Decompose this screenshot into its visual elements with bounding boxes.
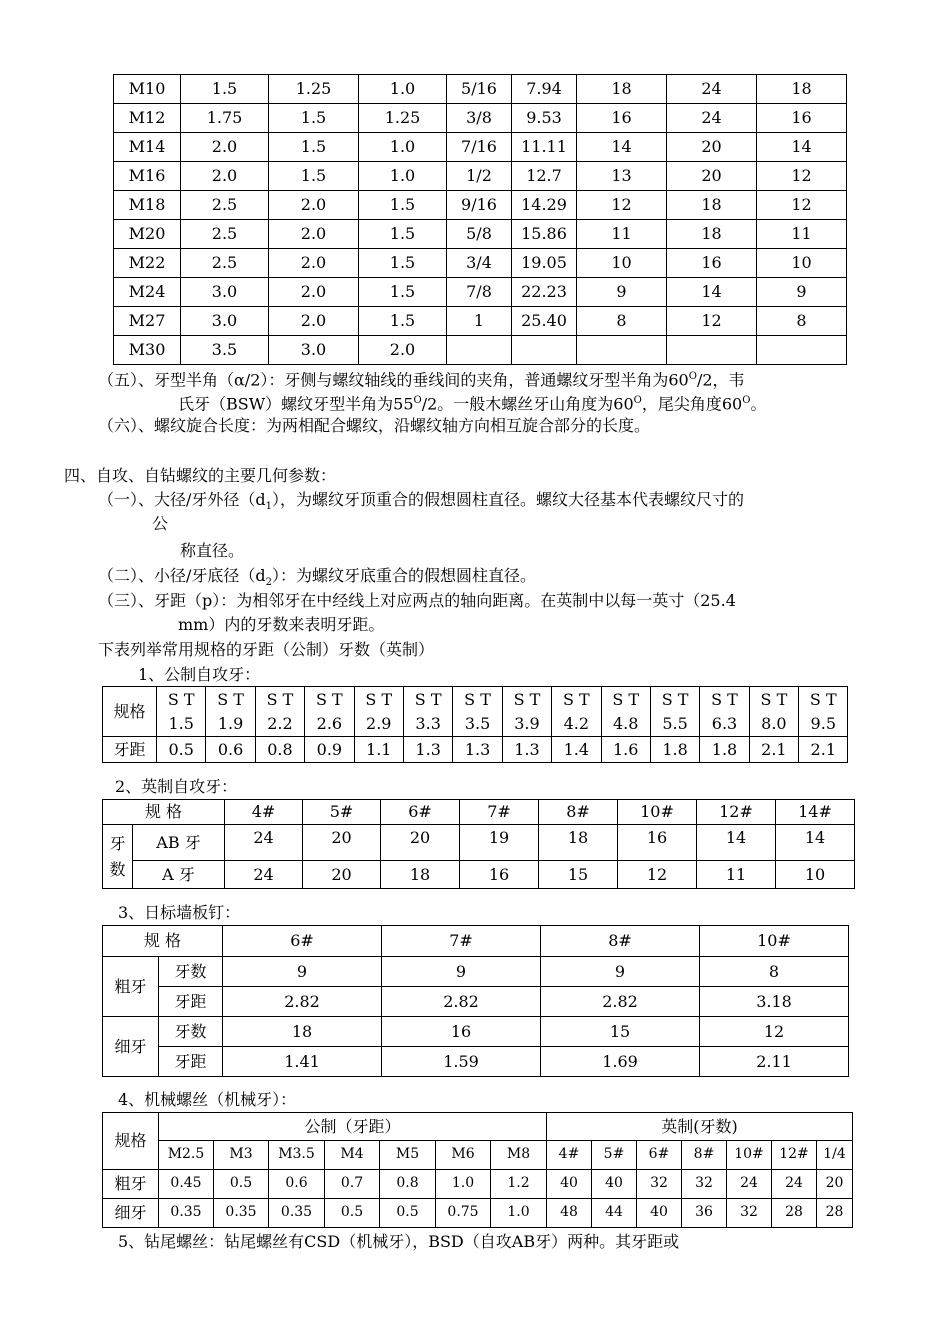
pitch-cell: 1.3 [502, 737, 551, 763]
table-cell: 9 [577, 278, 667, 307]
spec-size: 3.3 [415, 713, 441, 733]
count-label: 牙数 [159, 1017, 223, 1047]
pitch-cell: 1.6 [601, 737, 650, 763]
imperial-size-header: 1/4 [817, 1141, 853, 1170]
table-cell: 2.0 [269, 220, 359, 249]
table-cell: 12.7 [512, 162, 577, 191]
size-header: 8# [541, 926, 700, 957]
table-cell: 2.0 [181, 133, 269, 162]
table-cell: M20 [114, 220, 181, 249]
paragraph-minor-diameter: （二）、小径/牙底径$(d_2)$：为螺纹牙底重合的假想圆柱直径。 [98, 566, 537, 589]
coarse-value-cell: 1.2 [491, 1170, 547, 1199]
metric-size-header: M2.5 [159, 1141, 214, 1170]
spec-size: 3.9 [514, 713, 540, 733]
a-count-cell: 24 [225, 861, 303, 889]
table-cell: M18 [114, 191, 181, 220]
coarse-value-cell: 0.45 [159, 1170, 214, 1199]
imperial-self-tapping-table [102, 799, 855, 889]
imperial-size-header: 10# [727, 1141, 772, 1170]
value-cell: 9 [541, 957, 700, 987]
spec-prefix: S T [760, 689, 788, 709]
spec-size: 8.0 [761, 713, 787, 733]
spec-cell [354, 687, 403, 737]
spec-prefix: S T [711, 689, 738, 709]
coarse-value-cell: 40 [547, 1170, 592, 1199]
table-cell: 1.5 [359, 249, 447, 278]
spec-cell [799, 687, 848, 737]
paragraph-pitch: （三）、牙距（p）：为相邻牙在中经线上对应两点的轴向距离。在英制中以每一英寸（25.4 [98, 591, 736, 610]
a-count-cell: 10 [776, 861, 855, 889]
fine-value-cell: 0.35 [269, 1199, 325, 1228]
table-cell: 2.0 [359, 336, 447, 365]
table-cell: 5/8 [447, 220, 512, 249]
table-cell: 10 [577, 249, 667, 278]
thread-spec-table [113, 74, 847, 365]
size-header: 10# [700, 926, 849, 957]
pitch-cell: 1.3 [453, 737, 502, 763]
value-cell: 2.82 [382, 987, 541, 1017]
spec-prefix: S T [612, 689, 640, 709]
pitch-label: 牙距 [159, 987, 223, 1017]
fine-value-cell: 44 [592, 1199, 637, 1228]
spec-size: 9.5 [810, 713, 836, 733]
table-cell: 16 [757, 104, 847, 133]
table-cell: 2.0 [269, 278, 359, 307]
table-cell: 12 [667, 307, 757, 336]
table-cell: 1.75 [181, 104, 269, 133]
pitch-cell: 2.1 [799, 737, 848, 763]
table-cell: 1.5 [269, 162, 359, 191]
fine-value-cell: 28 [772, 1199, 817, 1228]
spec-prefix: S T [809, 689, 837, 709]
table-cell: 2.0 [269, 191, 359, 220]
table-cell: 1.25 [359, 104, 447, 133]
table-cell: 25.40 [512, 307, 577, 336]
fine-value-cell: 0.35 [214, 1199, 269, 1228]
heading-imperial-self-tapping: 2、英制自攻牙： [115, 777, 238, 796]
table-cell: 13 [577, 162, 667, 191]
spec-cell [157, 687, 206, 737]
size-header: 6# [381, 800, 460, 825]
fine-value-cell: 36 [682, 1199, 727, 1228]
metric-size-header: M5 [380, 1141, 436, 1170]
table-cell: 1.5 [269, 133, 359, 162]
paragraph-major-diameter: （一）、大径/牙外径$(d_1)$，为螺纹牙顶重合的假想圆柱直径。螺纹大径基本代表螺纹尺寸的 [98, 490, 745, 513]
paragraph-thread-half-angle: （五）、牙型半角（α/2）：牙侧与螺纹轴线的垂线间的夹角，普通螺纹牙型半角为$60^O/2$，韦 [98, 370, 745, 390]
spec-cell [453, 687, 502, 737]
spec-cell [502, 687, 551, 737]
metric-size-header: M3.5 [269, 1141, 325, 1170]
table-cell [667, 336, 757, 365]
spec-prefix: S T [513, 689, 541, 709]
table-cell: 2.0 [269, 307, 359, 336]
coarse-value-cell: 1.0 [436, 1170, 491, 1199]
value-cell: 12 [700, 1017, 849, 1047]
size-header: 6# [223, 926, 382, 957]
metric-group-label: 公制（牙距） [159, 1113, 547, 1141]
spec-label: 规格 [103, 1113, 159, 1170]
size-header: 4# [225, 800, 303, 825]
ab-count-cell: 20 [303, 825, 381, 861]
spec-prefix: S T [365, 689, 393, 709]
spec-size: 4.8 [612, 713, 639, 733]
size-header: 8# [539, 800, 618, 825]
table-cell: 9/16 [447, 191, 512, 220]
table-cell: 1.5 [181, 75, 269, 104]
table-row [114, 220, 847, 249]
heading-drilling-screw: 5、钻尾螺丝：钻尾螺丝有CSD（机械牙），BSD（自攻AB牙）两种。其牙距或 [118, 1232, 680, 1251]
table-cell: 20 [667, 133, 757, 162]
table-row [114, 278, 847, 307]
a-count-cell: 20 [303, 861, 381, 889]
table-cell: 3.5 [181, 336, 269, 365]
imperial-group-label: 英制(牙数) [547, 1113, 853, 1141]
table-cell: 10 [757, 249, 847, 278]
table-cell: 14 [667, 278, 757, 307]
metric-self-tapping-table [102, 686, 848, 763]
table-cell: 20 [667, 162, 757, 191]
table-row [114, 249, 847, 278]
table-cell: 14 [577, 133, 667, 162]
table-cell: 1.5 [359, 278, 447, 307]
coarse-value-cell: 0.8 [380, 1170, 436, 1199]
coarse-value-cell: 0.6 [269, 1170, 325, 1199]
table-cell: 11 [577, 220, 667, 249]
table-cell: 1.25 [269, 75, 359, 104]
table-cell: 1 [447, 307, 512, 336]
pitch-cell: 0.9 [305, 737, 354, 763]
spec-size: 2.6 [316, 713, 343, 733]
spec-prefix: S T [266, 689, 294, 709]
table-cell: M12 [114, 104, 181, 133]
spec-cell [255, 687, 304, 737]
pitch-cell: 2.1 [749, 737, 798, 763]
table-cell [512, 336, 577, 365]
fine-value-cell: 0.5 [325, 1199, 380, 1228]
table-cell: 3/4 [447, 249, 512, 278]
table-row [114, 75, 847, 104]
table-cell: 16 [667, 249, 757, 278]
list-intro: 下表列举常用规格的牙距（公制）牙数（英制） [98, 640, 435, 659]
a-count-cell: 15 [539, 861, 618, 889]
table-cell: 7/16 [447, 133, 512, 162]
paragraph-engagement-length: （六）、螺纹旋合长度：为两相配合螺纹，沿螺纹轴方向相互旋合部分的长度。 [98, 416, 651, 435]
pitch-cell: 1.4 [552, 737, 601, 763]
metric-size-header: M8 [491, 1141, 547, 1170]
pitch-label: 牙距 [159, 1047, 223, 1077]
spec-size: 4.2 [563, 713, 590, 733]
table-row [114, 336, 847, 365]
spec-size: 6.3 [711, 713, 738, 733]
paragraph-major-diameter-cont: 称直径。 [180, 541, 245, 560]
table-cell: 2.0 [269, 249, 359, 278]
coarse-value-cell: 24 [772, 1170, 817, 1199]
ab-count-cell: 14 [776, 825, 855, 861]
table-cell: 5/16 [447, 75, 512, 104]
table-cell [757, 336, 847, 365]
table-cell: 3.0 [269, 336, 359, 365]
ab-count-cell: 18 [539, 825, 618, 861]
heading-metric-self-tapping: 1、公制自攻牙： [138, 665, 261, 684]
fine-value-cell: 48 [547, 1199, 592, 1228]
spec-prefix: S T [217, 689, 244, 709]
value-cell: 2.82 [223, 987, 382, 1017]
table-row [114, 191, 847, 220]
table-cell: 1.5 [359, 307, 447, 336]
size-header: 5# [303, 800, 381, 825]
coarse-value-cell: 0.7 [325, 1170, 380, 1199]
table-cell: M30 [114, 336, 181, 365]
table-cell: 24 [667, 75, 757, 104]
spec-label: 规 格 [103, 800, 225, 825]
table-cell: 1.5 [359, 220, 447, 249]
spec-size: 3.5 [464, 713, 491, 733]
table-cell: 16 [577, 104, 667, 133]
size-header: 7# [460, 800, 539, 825]
table-cell: 24 [667, 104, 757, 133]
a-count-cell: 11 [697, 861, 776, 889]
table-cell: 15.86 [512, 220, 577, 249]
pitch-cell: 0.8 [255, 737, 304, 763]
coarse-value-cell: 32 [682, 1170, 727, 1199]
table-cell: 2.5 [181, 220, 269, 249]
imperial-size-header: 5# [592, 1141, 637, 1170]
coarse-value-cell: 24 [727, 1170, 772, 1199]
metric-size-header: M6 [436, 1141, 491, 1170]
table-cell: 1.0 [359, 75, 447, 104]
spec-cell [206, 687, 255, 737]
table-cell: 2.5 [181, 249, 269, 278]
table-cell: 7.94 [512, 75, 577, 104]
ab-count-cell: 20 [381, 825, 460, 861]
value-cell: 9 [382, 957, 541, 987]
table-cell: M22 [114, 249, 181, 278]
table-row [114, 133, 847, 162]
coarse-label: 粗牙 [103, 1170, 159, 1199]
spec-prefix: S T [414, 689, 442, 709]
fine-label: 细牙 [103, 1017, 159, 1077]
spec-cell [700, 687, 749, 737]
section-heading-self-tapping: 四、自攻、自钻螺纹的主要几何参数： [64, 466, 337, 485]
table-cell [577, 336, 667, 365]
size-header: 10# [618, 800, 697, 825]
value-cell: 1.59 [382, 1047, 541, 1077]
table-cell: 9 [757, 278, 847, 307]
spec-prefix: S T [464, 689, 491, 709]
fine-value-cell: 1.0 [491, 1199, 547, 1228]
heading-drywall-screw: 3、日标墙板钉： [118, 903, 241, 922]
coarse-value-cell: 40 [592, 1170, 637, 1199]
a-count-cell: 12 [618, 861, 697, 889]
machine-screw-table [102, 1112, 853, 1228]
imperial-size-header: 12# [772, 1141, 817, 1170]
paragraph-thread-half-angle-cont: 氏牙（BSW）螺纹牙型半角为$55^O/2$。一般木螺丝牙山角度为$60^O$，尾尖角度$60^O$。 [178, 394, 767, 414]
ab-count-cell: 14 [697, 825, 776, 861]
ab-count-cell: 24 [225, 825, 303, 861]
spec-prefix: S T [661, 689, 689, 709]
table-cell: 1.5 [269, 104, 359, 133]
fine-value-cell: 40 [637, 1199, 682, 1228]
spec-label: 规 格 [103, 926, 223, 957]
table-cell: 18 [667, 220, 757, 249]
spec-label: 规格 [103, 687, 157, 737]
value-cell: 8 [700, 957, 849, 987]
value-cell: 9 [223, 957, 382, 987]
coarse-value-cell: 0.5 [214, 1170, 269, 1199]
ab-thread-label: AB 牙 [133, 825, 225, 861]
coarse-value-cell: 32 [637, 1170, 682, 1199]
table-cell: 8 [577, 307, 667, 336]
coarse-value-cell: 20 [817, 1170, 853, 1199]
table-cell: 3/8 [447, 104, 512, 133]
table-cell: 1.5 [359, 191, 447, 220]
size-header: 12# [697, 800, 776, 825]
table-cell: M24 [114, 278, 181, 307]
value-cell: 2.11 [700, 1047, 849, 1077]
a-count-cell: 18 [381, 861, 460, 889]
table-cell: 18 [577, 75, 667, 104]
table-cell: 1/2 [447, 162, 512, 191]
table-cell: M10 [114, 75, 181, 104]
table-cell: 3.0 [181, 278, 269, 307]
fine-value-cell: 0.35 [159, 1199, 214, 1228]
ab-count-cell: 16 [618, 825, 697, 861]
imperial-size-header: 8# [682, 1141, 727, 1170]
paragraph-major-diameter-wrap: 公 [152, 514, 169, 533]
size-header: 7# [382, 926, 541, 957]
spec-cell [650, 687, 699, 737]
pitch-cell: 1.1 [354, 737, 403, 763]
spec-size: 1.9 [217, 713, 244, 733]
table-cell [447, 336, 512, 365]
table-cell: M16 [114, 162, 181, 191]
table-cell: 1.0 [359, 162, 447, 191]
spec-size: 2.2 [267, 713, 293, 733]
value-cell: 16 [382, 1017, 541, 1047]
paragraph-pitch-cont: mm）内的牙数来表明牙距。 [178, 615, 385, 634]
spec-cell [601, 687, 650, 737]
pitch-cell: 1.8 [650, 737, 699, 763]
imperial-size-header: 6# [637, 1141, 682, 1170]
spec-cell [552, 687, 601, 737]
table-cell: 19.05 [512, 249, 577, 278]
value-cell: 2.82 [541, 987, 700, 1017]
spec-size: 1.5 [168, 713, 194, 733]
pitch-cell: 0.6 [206, 737, 255, 763]
table-cell: M14 [114, 133, 181, 162]
heading-machine-screw: 4、机械螺丝（机械牙）： [118, 1090, 297, 1109]
fine-value-cell: 0.75 [436, 1199, 491, 1228]
thread-count-label: 牙 数 [103, 825, 133, 889]
pitch-label: 牙距 [103, 737, 157, 763]
fine-value-cell: 28 [817, 1199, 853, 1228]
fine-value-cell: 0.5 [380, 1199, 436, 1228]
count-label: 牙数 [159, 957, 223, 987]
value-cell: 18 [223, 1017, 382, 1047]
value-cell: 1.41 [223, 1047, 382, 1077]
table-row [114, 307, 847, 336]
spec-size: 2.9 [366, 713, 392, 733]
table-cell: 14 [757, 133, 847, 162]
a-thread-label: A 牙 [133, 861, 225, 889]
table-cell: 1.0 [359, 133, 447, 162]
table-cell: 22.23 [512, 278, 577, 307]
table-cell: 9.53 [512, 104, 577, 133]
metric-size-header: M3 [214, 1141, 269, 1170]
a-count-cell: 16 [460, 861, 539, 889]
table-cell: 14.29 [512, 191, 577, 220]
table-cell: 7/8 [447, 278, 512, 307]
spec-prefix: S T [316, 689, 343, 709]
table-cell: M27 [114, 307, 181, 336]
value-cell: 1.69 [541, 1047, 700, 1077]
spec-prefix: S T [167, 689, 195, 709]
fine-value-cell: 32 [727, 1199, 772, 1228]
imperial-size-header: 4# [547, 1141, 592, 1170]
pitch-cell: 1.3 [403, 737, 452, 763]
spec-cell [403, 687, 452, 737]
pitch-cell: 0.5 [157, 737, 206, 763]
spec-cell [305, 687, 354, 737]
table-row [114, 162, 847, 191]
spec-size: 5.5 [662, 713, 688, 733]
value-cell: 15 [541, 1017, 700, 1047]
size-header: 14# [776, 800, 855, 825]
ab-count-cell: 19 [460, 825, 539, 861]
spec-cell [749, 687, 798, 737]
fine-label: 细牙 [103, 1199, 159, 1228]
table-cell: 8 [757, 307, 847, 336]
table-cell: 18 [757, 75, 847, 104]
table-cell: 2.0 [181, 162, 269, 191]
table-cell: 2.5 [181, 191, 269, 220]
table-cell: 12 [757, 162, 847, 191]
pitch-cell: 1.8 [700, 737, 749, 763]
table-cell: 3.0 [181, 307, 269, 336]
value-cell: 3.18 [700, 987, 849, 1017]
table-cell: 12 [577, 191, 667, 220]
table-cell: 12 [757, 191, 847, 220]
drywall-screw-table [102, 925, 849, 1077]
table-cell: 11.11 [512, 133, 577, 162]
spec-prefix: S T [562, 689, 590, 709]
coarse-label: 粗牙 [103, 957, 159, 1017]
table-cell: 11 [757, 220, 847, 249]
table-row [114, 104, 847, 133]
metric-size-header: M4 [325, 1141, 380, 1170]
table-cell: 18 [667, 191, 757, 220]
